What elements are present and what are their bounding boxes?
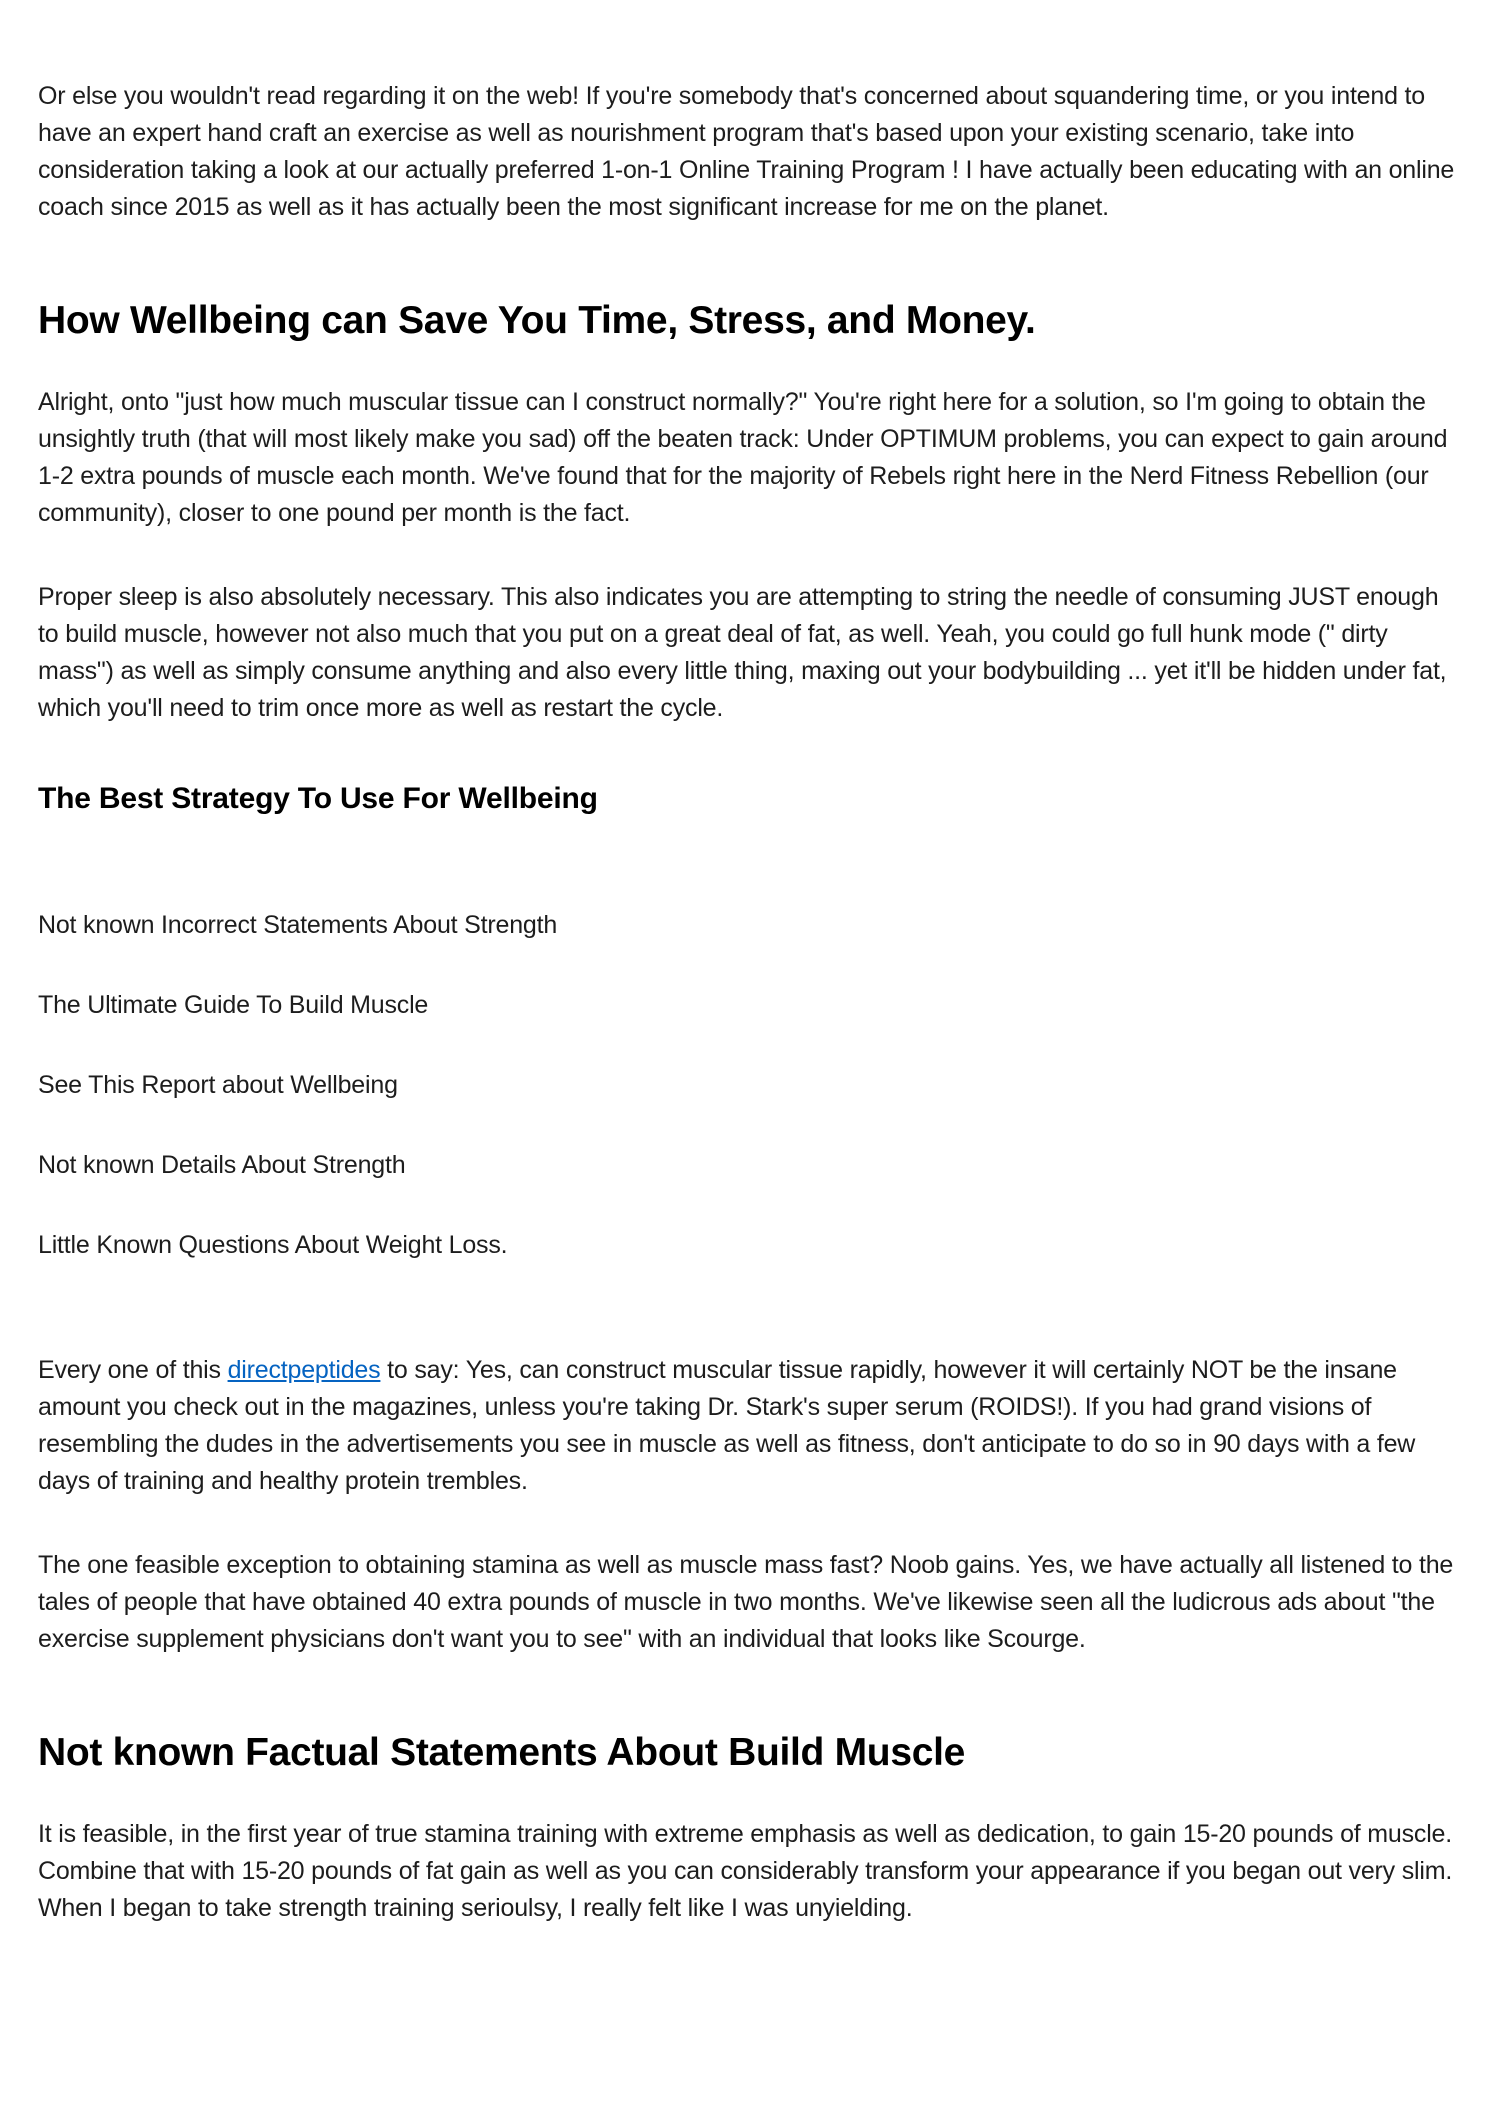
subheading-best-strategy: The Best Strategy To Use For Wellbeing xyxy=(38,782,598,815)
related-article-title: Not known Incorrect Statements About Strength xyxy=(38,911,558,939)
related-article-title: Little Known Questions About Weight Loss. xyxy=(38,1231,508,1259)
related-articles-list xyxy=(38,907,1462,1264)
paragraph-link-suffix: to say: Yes, can construct muscular tissue rapidly, however it will certainly NOT be the insane amount you check out in the magazines, unless you're taking Dr. Stark's super serum (ROIDS!). If you had grand visions of resembling the dudes in the advertisements you see in muscle as well as fitness, don't anticipate to do so in 90 days with a few days of training and healthy protein trembles. xyxy=(38,1356,1416,1495)
paragraph-proper-sleep: Proper sleep is also absolutely necessary. This also indicates you are attempting to string the needle of consuming JUST enough to build muscle, however not also much that you put on a great deal of fat, as well. Yeah, you could go full hunk mode (" dirty mass") as well as simply consume anything and also every little thing, maxing out your bodybuilding ... yet it'll be hidden under fat, which you'll need to trim once more as well as restart the cycle. xyxy=(38,583,1447,722)
related-article-title: The Ultimate Guide To Build Muscle xyxy=(38,991,429,1019)
paragraph-muscle-gain: Alright, onto "just how much muscular tissue can I construct normally?" You're right here for a solution, so I'm going to obtain the unsightly truth (that will most likely make you sad) off the beaten track: Under OPTIMUM problems, you can expect to gain around 1-2 extra pounds of muscle each month. We've found that for the majority of Rebels right here in the Nerd Fitness Rebellion (our community), closer to one pound per month is the fact. xyxy=(38,388,1448,527)
related-article-title: See This Report about Wellbeing xyxy=(38,1071,398,1099)
intro-paragraph: Or else you wouldn't read regarding it on the web! If you're somebody that's concerned about squandering time, or you intend to have an expert hand craft an exercise as well as nourishment program that's based upon your existing scenario, take into consideration taking a look at our actually preferred 1-on-1 Online Training Program ! I have actually been educating with an online coach since 2015 as well as it has actually been the most significant increase for me on the planet. xyxy=(38,82,1455,221)
paragraph-first-year: It is feasible, in the first year of true stamina training with extreme emphasis as well as dedication, to gain 15-20 pounds of muscle. Combine that with 15-20 pounds of fat gain as well as you can considerably transform your appearance if you began out very slim. When I began to take strength training serioulsy, I really felt like I was unyielding. xyxy=(38,1820,1453,1922)
paragraph-every-one xyxy=(38,1352,1462,1500)
directpeptides-link[interactable]: directpeptides xyxy=(227,1356,381,1384)
heading-build-muscle: Not known Factual Statements About Build Muscle xyxy=(38,1731,966,1774)
paragraph-noob-gains: The one feasible exception to obtaining stamina as well as muscle mass fast? Noob gains. Yes, we have actually all listened to the tales of people that have obtained 40 extra pounds of muscle in two months. We've likewise seen all the ludicrous ads about "the exercise supplement physicians don't want you to see" with an individual that looks like Scourge. xyxy=(38,1551,1454,1653)
paragraph-link-prefix: Every one of this xyxy=(38,1356,228,1384)
related-article-title: Not known Details About Strength xyxy=(38,1151,406,1179)
heading-wellbeing-save-time: How Wellbeing can Save You Time, Stress, and Money. xyxy=(38,299,1036,342)
